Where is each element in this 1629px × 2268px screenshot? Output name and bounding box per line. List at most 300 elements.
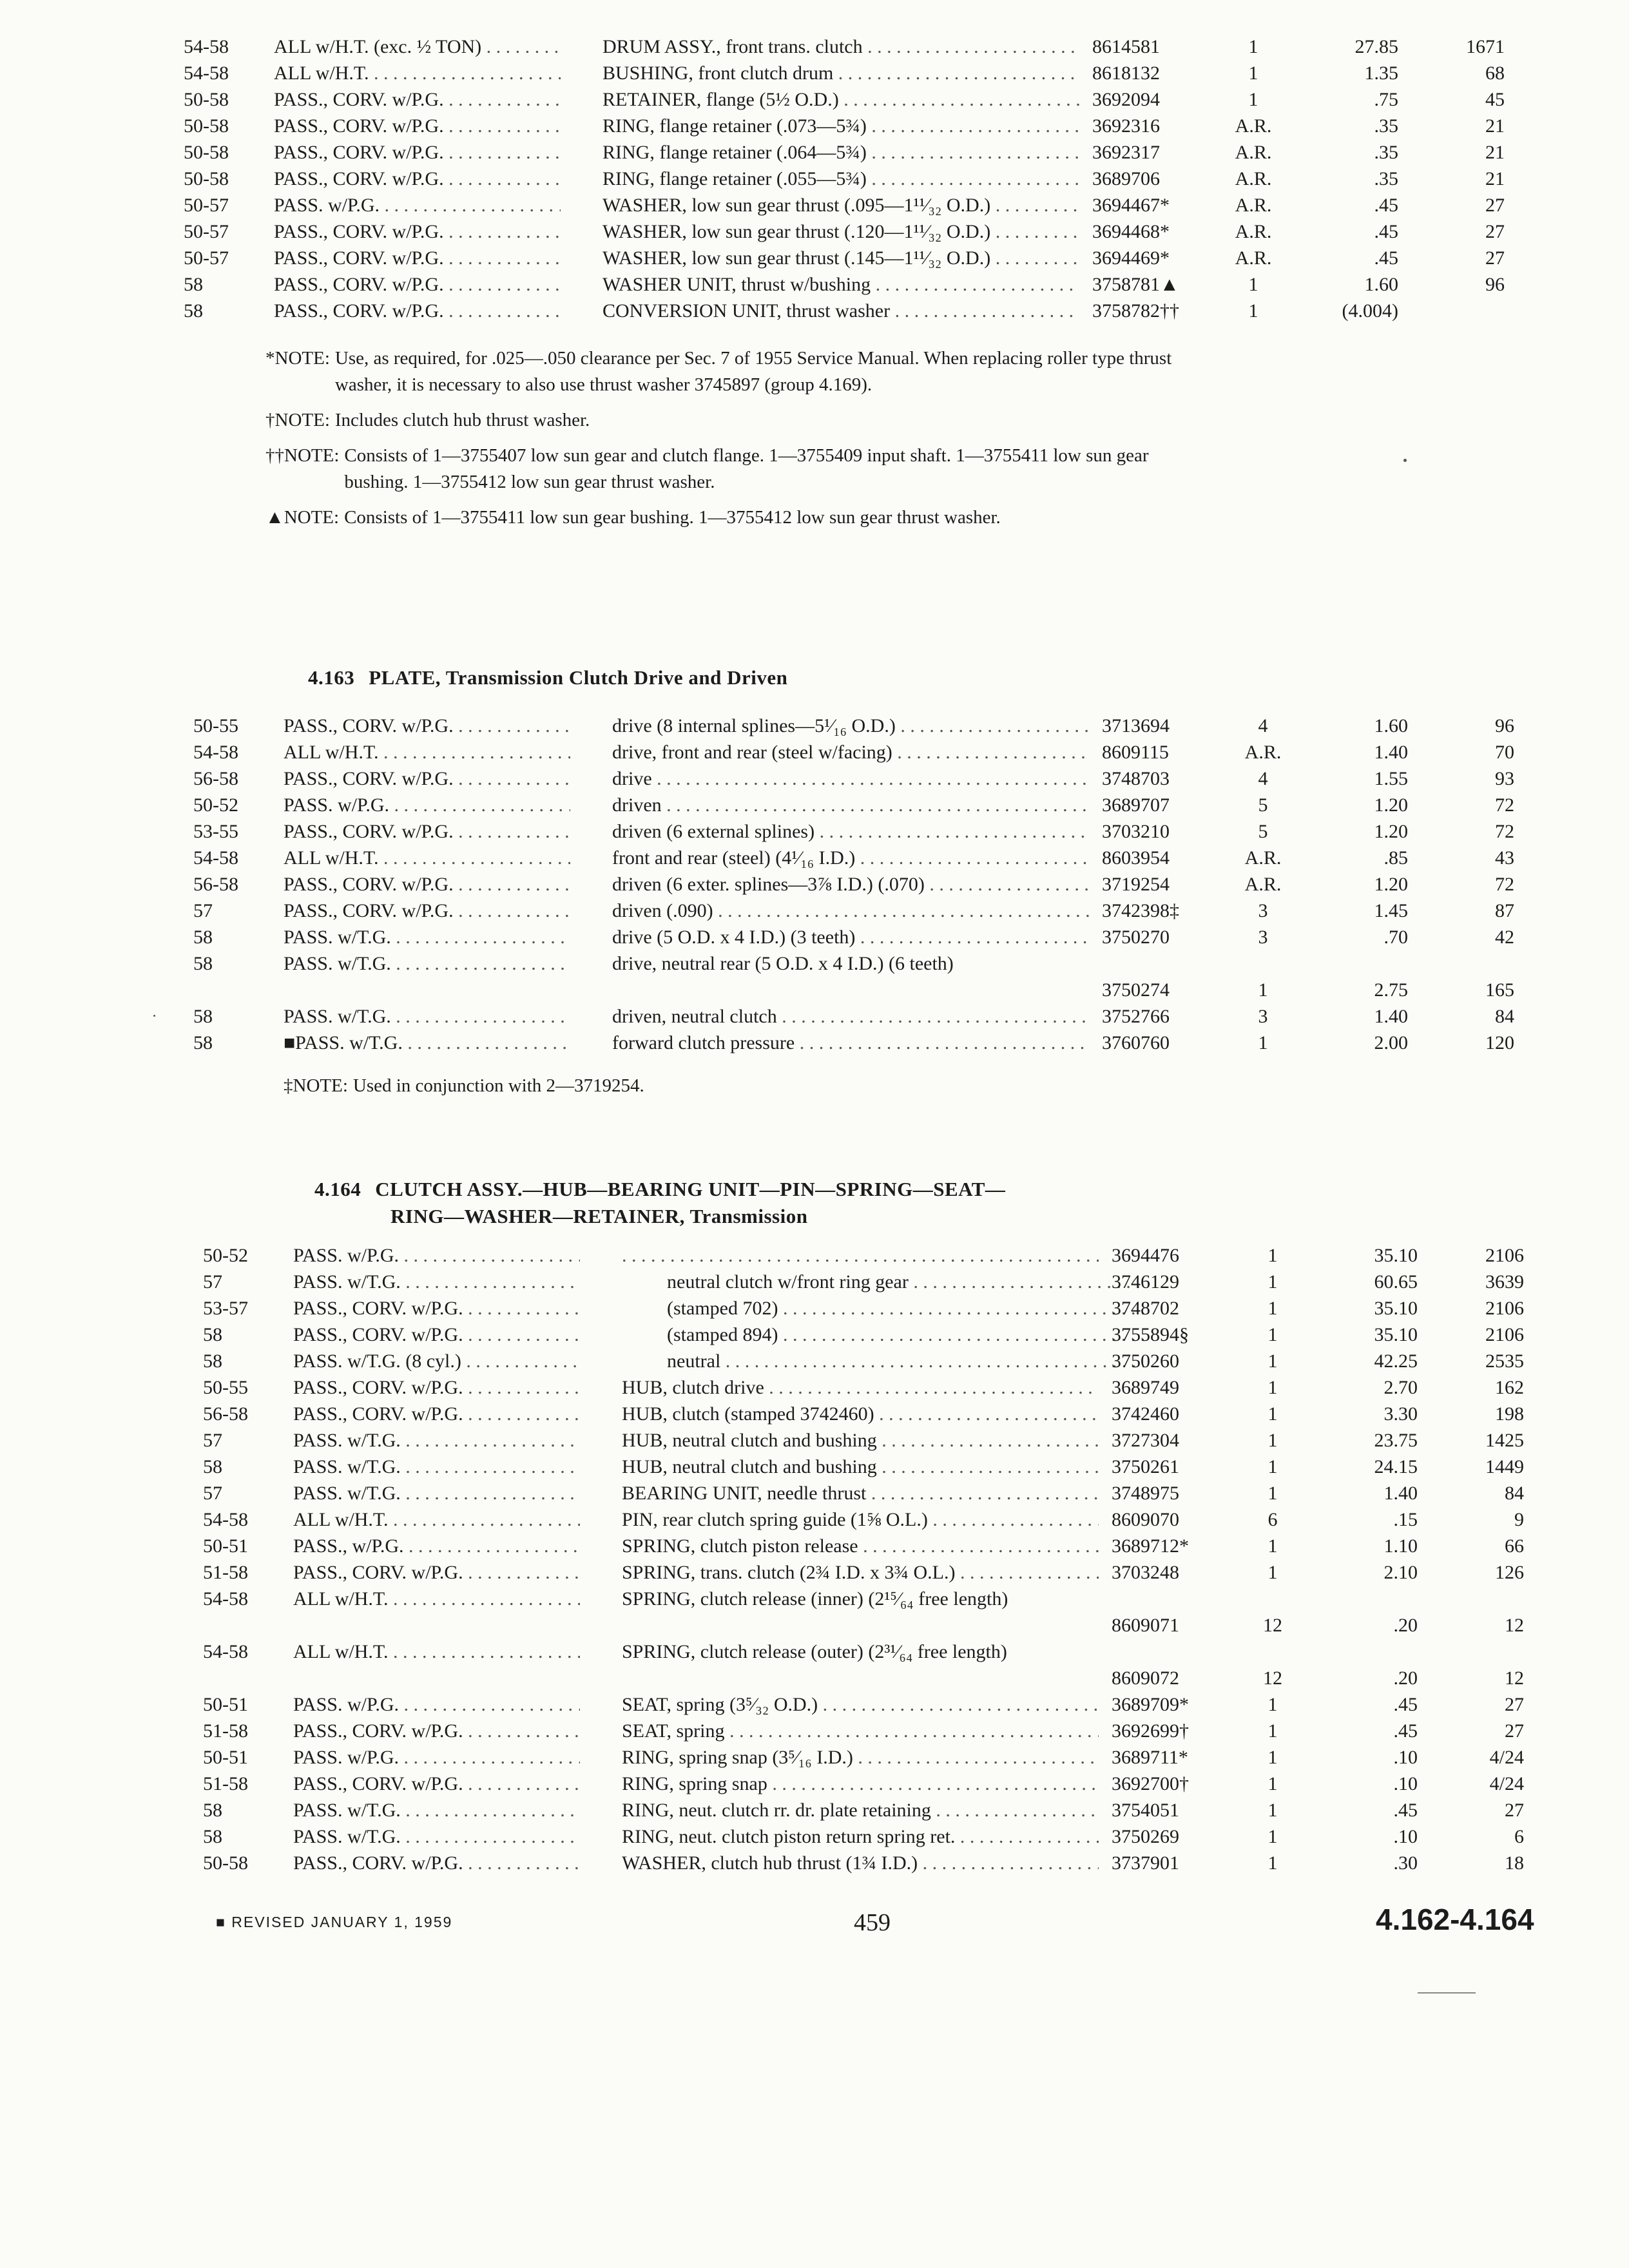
- part-number: 3694468*: [1092, 221, 1170, 242]
- year-range: 58: [184, 274, 203, 295]
- application: PASS., CORV. w/P.G. . . .: [274, 271, 561, 298]
- shipping-weight: 72: [1495, 821, 1514, 842]
- part-number: 8603954: [1102, 847, 1170, 869]
- part-number: 3748702: [1112, 1298, 1179, 1319]
- shipping-weight: 84: [1495, 1006, 1514, 1027]
- part-number: 3758782††: [1092, 300, 1179, 322]
- quantity: A.R.: [1235, 195, 1272, 216]
- year-range: 56-58: [203, 1403, 248, 1425]
- list-price: 1.40: [1383, 1483, 1418, 1504]
- quantity: A.R.: [1235, 142, 1272, 163]
- table-row: [203, 1348, 1629, 1374]
- table-row: [193, 713, 1629, 739]
- part-description: DRUM ASSY., front trans. clutch . . .: [602, 34, 1079, 60]
- year-range: 51-58: [203, 1562, 248, 1583]
- part-description: HUB, clutch (stamped 3742460) . . .: [622, 1401, 1099, 1427]
- footnote-marker: ††NOTE:: [265, 445, 340, 466]
- list-price: .10: [1393, 1747, 1418, 1768]
- year-range: 51-58: [203, 1720, 248, 1742]
- application: PASS. w/T.G. . . .: [293, 1823, 580, 1850]
- part-description: HUB, neutral clutch and bushing . . .: [622, 1454, 1099, 1480]
- quantity: 1: [1268, 1535, 1278, 1557]
- parts-table-4-163: [193, 713, 1629, 1056]
- quantity: 1: [1258, 1032, 1268, 1053]
- quantity: 1: [1268, 1826, 1278, 1847]
- section-number: 4.163: [308, 666, 355, 689]
- quantity: 1: [1248, 36, 1258, 57]
- shipping-weight: 18: [1505, 1852, 1524, 1874]
- year-range: 54-58: [193, 847, 238, 869]
- list-price: 1.45: [1374, 900, 1408, 921]
- part-number: 3703248: [1112, 1562, 1179, 1583]
- year-range: 58: [193, 1006, 213, 1027]
- part-number: 3760760: [1102, 1032, 1170, 1053]
- shipping-weight: 21: [1485, 168, 1505, 189]
- application: PASS. w/T.G. . . .: [284, 924, 570, 950]
- part-number: 8609072: [1112, 1667, 1179, 1689]
- shipping-weight: 120: [1485, 1032, 1514, 1053]
- shipping-weight: 165: [1485, 979, 1514, 1001]
- quantity: 1: [1248, 89, 1258, 110]
- application: PASS., CORV. w/P.G. . . .: [284, 818, 570, 845]
- quantity: 1: [1268, 1773, 1278, 1794]
- list-price: 1.35: [1364, 62, 1398, 84]
- application: ALL w/H.T. . . .: [284, 845, 570, 871]
- footnote: [284, 1073, 1057, 1099]
- list-price: .30: [1393, 1852, 1418, 1874]
- shipping-weight: 4/24: [1489, 1747, 1524, 1768]
- part-description: RING, flange retainer (.055—5¾) . . .: [602, 166, 1079, 192]
- part-description: (stamped 702) . . .: [622, 1295, 1144, 1321]
- shipping-weight: 12: [1505, 1615, 1524, 1636]
- list-price: 24.15: [1374, 1456, 1418, 1477]
- shipping-weight: 96: [1485, 274, 1505, 295]
- quantity: 1: [1268, 1403, 1278, 1425]
- list-price: .45: [1374, 195, 1398, 216]
- part-number: 8609115: [1102, 742, 1169, 763]
- list-price: .45: [1374, 221, 1398, 242]
- application: ALL w/H.T. . . .: [274, 60, 561, 86]
- part-description: BUSHING, front clutch drum . . .: [602, 60, 1079, 86]
- application: PASS., CORV. w/P.G. . . .: [274, 86, 561, 113]
- shipping-weight: 12: [1505, 1667, 1524, 1689]
- part-description: front and rear (steel) (4¹⁄₁₆ I.D.) . . .: [612, 845, 1089, 871]
- part-description: RING, spring snap (3⁵⁄₁₆ I.D.) . . .: [622, 1744, 1099, 1771]
- quantity: 6: [1268, 1509, 1278, 1530]
- application: PASS., CORV. w/P.G. . . .: [284, 765, 570, 792]
- list-price: .45: [1393, 1720, 1418, 1742]
- table-row: [193, 924, 1629, 950]
- quantity: 1: [1258, 979, 1268, 1001]
- footnote-text: Use, as required, for .025—.050 clearance per Sec. 7 of 1955 Service Manual. When replacing roller type thrust washer, it is necessary to also use thrust washer 3745897 (group 4.169).: [334, 348, 1172, 395]
- year-range: 53-57: [203, 1298, 248, 1319]
- list-price: .85: [1383, 847, 1408, 869]
- table-row: [203, 1823, 1629, 1850]
- shipping-weight: 27: [1485, 195, 1505, 216]
- list-price: 23.75: [1374, 1430, 1418, 1451]
- section-title-line1: CLUTCH ASSY.—HUB—BEARING UNIT—PIN—SPRING—SEAT—: [375, 1178, 1006, 1200]
- table-row: [193, 845, 1629, 871]
- quantity: 5: [1258, 794, 1268, 816]
- application: PASS., CORV. w/P.G. . . .: [274, 218, 561, 245]
- year-range: 54-58: [184, 36, 229, 57]
- application: PASS. w/P.G. . . .: [293, 1242, 580, 1269]
- section-title-line2: RING—WASHER—RETAINER, Transmission: [390, 1205, 808, 1227]
- part-number: 8609071: [1112, 1615, 1179, 1636]
- list-price: 35.10: [1374, 1324, 1418, 1345]
- application: PASS. w/T.G. . . .: [293, 1797, 580, 1823]
- quantity: A.R.: [1235, 168, 1272, 189]
- quantity: 1: [1268, 1694, 1278, 1715]
- list-price: 35.10: [1374, 1245, 1418, 1266]
- quantity: 1: [1268, 1350, 1278, 1372]
- quantity: 1: [1248, 274, 1258, 295]
- shipping-weight: 84: [1505, 1483, 1524, 1504]
- list-price: 1.20: [1374, 874, 1408, 895]
- table-row: [203, 1374, 1629, 1401]
- part-description: HUB, neutral clutch and bushing . . .: [622, 1427, 1099, 1454]
- shipping-weight: 21: [1485, 142, 1505, 163]
- application: PASS. w/P.G. . . .: [293, 1744, 580, 1771]
- quantity: A.R.: [1235, 247, 1272, 269]
- quantity: 1: [1268, 1271, 1278, 1293]
- table-row: [203, 1559, 1629, 1586]
- quantity: 3: [1258, 900, 1268, 921]
- table-row: [203, 1506, 1629, 1533]
- part-description: driven . . .: [612, 792, 1089, 818]
- list-price: .75: [1374, 89, 1398, 110]
- shipping-weight: 72: [1495, 794, 1514, 816]
- year-range: 50-57: [184, 195, 229, 216]
- application: ALL w/H.T. . . .: [293, 1586, 580, 1612]
- year-range: 50-57: [184, 221, 229, 242]
- quantity: 4: [1258, 715, 1268, 736]
- part-description: driven, neutral clutch . . .: [612, 1003, 1089, 1030]
- section-number: 4.164: [314, 1178, 361, 1200]
- quantity: A.R.: [1235, 115, 1272, 137]
- application: PASS., CORV. w/P.G. . . .: [274, 166, 561, 192]
- list-price: .35: [1374, 115, 1398, 137]
- year-range: 58: [184, 300, 203, 322]
- list-price: 1.40: [1374, 742, 1408, 763]
- part-description: neutral clutch w/front ring gear . . .: [622, 1269, 1144, 1295]
- year-range: 50-58: [203, 1852, 248, 1874]
- shipping-weight: 96: [1495, 715, 1514, 736]
- shipping-weight: 27: [1485, 221, 1505, 242]
- list-price: 2.00: [1374, 1032, 1408, 1053]
- table-row: [203, 1401, 1629, 1427]
- quantity: 1: [1268, 1800, 1278, 1821]
- shipping-weight: 198: [1495, 1403, 1524, 1425]
- footnote-text: Consists of 1—3755407 low sun gear and clutch flange. 1—3755409 input shaft. 1—3755411 low sun gear bushing. 1—3755412 low sun gear thrust washer.: [344, 445, 1149, 492]
- shipping-weight: 27: [1505, 1720, 1524, 1742]
- shipping-weight: 162: [1495, 1377, 1524, 1398]
- shipping-weight: 126: [1495, 1562, 1524, 1583]
- shipping-weight: 68: [1485, 62, 1505, 84]
- table-row: [203, 1295, 1629, 1321]
- application: PASS. w/T.G. . . .: [293, 1427, 580, 1454]
- table-row: [203, 1242, 1629, 1269]
- part-description: WASHER UNIT, thrust w/bushing . . .: [602, 271, 1079, 298]
- part-number: 3692317: [1092, 142, 1160, 163]
- part-description: driven (.090) . . .: [612, 898, 1089, 924]
- list-price: .35: [1374, 142, 1398, 163]
- footnote-marker: †NOTE:: [265, 410, 330, 430]
- application: PASS. w/T.G. . . .: [284, 1003, 570, 1030]
- part-number: 8614581: [1092, 36, 1160, 57]
- table-row: [203, 1533, 1629, 1559]
- section-heading-4-163: [308, 664, 787, 691]
- table-row: [203, 1771, 1629, 1797]
- shipping-weight: 1449: [1485, 1456, 1524, 1477]
- application: PASS. w/T.G. . . .: [284, 950, 570, 977]
- part-description: WASHER, low sun gear thrust (.095—1¹¹⁄₃₂ O.D.) . . .: [602, 192, 1079, 218]
- quantity: 12: [1263, 1667, 1282, 1689]
- application: PASS., CORV. w/P.G. . . .: [284, 898, 570, 924]
- table-row: [184, 218, 1629, 245]
- year-range: 56-58: [193, 768, 238, 789]
- list-price: 2.70: [1383, 1377, 1418, 1398]
- part-number: 3713694: [1102, 715, 1170, 736]
- part-number: 3754051: [1112, 1800, 1179, 1821]
- list-price: 1.55: [1374, 768, 1408, 789]
- part-number: 3758781▲: [1092, 274, 1179, 295]
- section-heading-4-164: [314, 1176, 1005, 1230]
- year-range: 54-58: [203, 1588, 248, 1610]
- part-description: RING, spring snap . . .: [622, 1771, 1099, 1797]
- shipping-weight: 27: [1485, 247, 1505, 269]
- table-row: [184, 86, 1629, 113]
- list-price: .45: [1374, 247, 1398, 269]
- list-price: 1.60: [1364, 274, 1398, 295]
- part-number: 3750261: [1112, 1456, 1179, 1477]
- part-number: 3694467*: [1092, 195, 1170, 216]
- part-description: driven (6 exter. splines—3⅞ I.D.) (.070) . . .: [612, 871, 1089, 898]
- part-number: 3689749: [1112, 1377, 1179, 1398]
- group-range: 4.162-4.164: [1376, 1903, 1534, 1936]
- part-description: RING, flange retainer (.064—5¾) . . .: [602, 139, 1079, 166]
- footnote: [265, 505, 1181, 531]
- part-number: 3692316: [1092, 115, 1160, 137]
- table-row: [203, 1586, 1629, 1639]
- page-number: 459: [854, 1909, 891, 1936]
- scan-speck: [1403, 459, 1407, 462]
- part-number: 3752766: [1102, 1006, 1170, 1027]
- part-description: drive (8 internal splines—5¹⁄₁₆ O.D.) . . .: [612, 713, 1089, 739]
- list-price: 2.75: [1374, 979, 1408, 1001]
- year-range: 50-55: [203, 1377, 248, 1398]
- table-row: [184, 298, 1629, 324]
- part-number: 3692094: [1092, 89, 1160, 110]
- shipping-weight: 93: [1495, 768, 1514, 789]
- part-description: drive, front and rear (steel w/facing) . . .: [612, 739, 1089, 765]
- list-price: .35: [1374, 168, 1398, 189]
- quantity: 1: [1268, 1747, 1278, 1768]
- application: PASS., CORV. w/P.G. . . .: [293, 1321, 580, 1348]
- part-number: 3750269: [1112, 1826, 1179, 1847]
- quantity: 1: [1268, 1456, 1278, 1477]
- application: ALL w/H.T. . . .: [284, 739, 570, 765]
- shipping-weight: 27: [1505, 1694, 1524, 1715]
- application: PASS., CORV. w/P.G. . . .: [293, 1401, 580, 1427]
- part-description: BEARING UNIT, needle thrust . . .: [622, 1480, 1099, 1506]
- part-number: 3689709*: [1112, 1694, 1189, 1715]
- year-range: 50-52: [203, 1245, 248, 1266]
- part-number: 3737901: [1112, 1852, 1179, 1874]
- table-row: [193, 792, 1629, 818]
- application: PASS., CORV. w/P.G. . . .: [274, 298, 561, 324]
- table-row: [203, 1427, 1629, 1454]
- revised-date: ■ REVISED JANUARY 1, 1959: [216, 1914, 453, 1930]
- year-range: 54-58: [193, 742, 238, 763]
- application: PASS., CORV. w/P.G. . . .: [293, 1771, 580, 1797]
- application: ALL w/H.T. . . .: [293, 1506, 580, 1533]
- list-price: 1.60: [1374, 715, 1408, 736]
- shipping-weight: 2106: [1485, 1298, 1524, 1319]
- footnote: [265, 345, 1181, 398]
- year-range: 58: [193, 927, 213, 948]
- footnote-text: Consists of 1—3755411 low sun gear bushing. 1—3755412 low sun gear thrust washer.: [344, 507, 1001, 528]
- footnote-marker: *NOTE:: [265, 348, 330, 369]
- section-title: PLATE, Transmission Clutch Drive and Driven: [369, 666, 788, 689]
- part-description: CONVERSION UNIT, thrust washer . . .: [602, 298, 1079, 324]
- list-price: 60.65: [1374, 1271, 1418, 1293]
- table-row: [193, 871, 1629, 898]
- year-range: 54-58: [184, 62, 229, 84]
- application: PASS., CORV. w/P.G. . . .: [293, 1850, 580, 1876]
- list-price: 1.20: [1374, 794, 1408, 816]
- shipping-weight: 70: [1495, 742, 1514, 763]
- part-description: WASHER, low sun gear thrust (.145—1¹¹⁄₃₂ O.D.) . . .: [602, 245, 1079, 271]
- shipping-weight: 3639: [1485, 1271, 1524, 1293]
- part-number: 3748703: [1102, 768, 1170, 789]
- list-price: 27.85: [1354, 36, 1398, 57]
- application: PASS., CORV. w/P.G. . . .: [293, 1718, 580, 1744]
- application: PASS. w/T.G. . . .: [293, 1269, 580, 1295]
- part-description: RETAINER, flange (5½ O.D.) . . .: [602, 86, 1079, 113]
- shipping-weight: 21: [1485, 115, 1505, 137]
- part-number: 3748975: [1112, 1483, 1179, 1504]
- quantity: 1: [1268, 1324, 1278, 1345]
- shipping-weight: 42: [1495, 927, 1514, 948]
- footnote-marker: ▲NOTE:: [265, 507, 340, 528]
- notes-4-163: [284, 1073, 1057, 1108]
- part-number: 3694469*: [1092, 247, 1170, 269]
- part-number: 3689712*: [1112, 1535, 1189, 1557]
- quantity: 1: [1268, 1562, 1278, 1583]
- quantity: 1: [1248, 300, 1258, 322]
- part-number: 3750274: [1102, 979, 1170, 1001]
- part-number: 3689711*: [1112, 1747, 1188, 1768]
- part-description: driven (6 external splines) . . .: [612, 818, 1089, 845]
- table-row: [203, 1269, 1629, 1295]
- quantity: 3: [1258, 1006, 1268, 1027]
- year-range: 58: [203, 1826, 222, 1847]
- part-description: RING, neut. clutch piston return spring ret. . . .: [622, 1823, 1099, 1850]
- table-row: [203, 1797, 1629, 1823]
- table-row: [184, 34, 1629, 60]
- shipping-weight: 72: [1495, 874, 1514, 895]
- table-row: [184, 245, 1629, 271]
- year-range: 50-51: [203, 1747, 248, 1768]
- application: ALL w/H.T. . . .: [293, 1639, 580, 1665]
- parts-table-4-164: [203, 1242, 1629, 1876]
- footnote: [265, 407, 1181, 434]
- list-price: .10: [1393, 1773, 1418, 1794]
- part-description: SEAT, spring (3⁵⁄₃₂ O.D.) . . .: [622, 1691, 1099, 1718]
- table-row: [184, 113, 1629, 139]
- year-range: 53-55: [193, 821, 238, 842]
- list-price: .20: [1393, 1667, 1418, 1689]
- footnote-text: Used in conjunction with 2—3719254.: [352, 1075, 644, 1096]
- year-range: 51-58: [203, 1773, 248, 1794]
- application: PASS., CORV. w/P.G. . . .: [284, 713, 570, 739]
- year-range: 57: [203, 1483, 222, 1504]
- quantity: 1: [1268, 1720, 1278, 1742]
- shipping-weight: 2535: [1485, 1350, 1524, 1372]
- shipping-weight: 66: [1505, 1535, 1524, 1557]
- list-price: .45: [1393, 1694, 1418, 1715]
- list-price: 1.20: [1374, 821, 1408, 842]
- year-range: 50-58: [184, 142, 229, 163]
- list-price: .20: [1393, 1615, 1418, 1636]
- list-price: (4.004): [1342, 300, 1398, 322]
- part-number: 3719254: [1102, 874, 1170, 895]
- year-range: 50-51: [203, 1535, 248, 1557]
- table-row: [184, 192, 1629, 218]
- part-description: RING, flange retainer (.073—5¾) . . .: [602, 113, 1079, 139]
- year-range: 58: [203, 1800, 222, 1821]
- shipping-weight: 27: [1505, 1800, 1524, 1821]
- year-range: 58: [203, 1456, 222, 1477]
- quantity: 5: [1258, 821, 1268, 842]
- part-description: SPRING, clutch release (outer) (2³¹⁄₆₄ free length): [622, 1641, 1007, 1662]
- part-description: PIN, rear clutch spring guide (1⅝ O.L.) . . .: [622, 1506, 1099, 1533]
- quantity: 1: [1268, 1852, 1278, 1874]
- part-number: 3692699†: [1112, 1720, 1189, 1742]
- part-description: SEAT, spring . . .: [622, 1718, 1099, 1744]
- shipping-weight: 87: [1495, 900, 1514, 921]
- year-range: 58: [203, 1324, 222, 1345]
- application: PASS. w/P.G. . . .: [293, 1691, 580, 1718]
- part-description: drive, neutral rear (5 O.D. x 4 I.D.) (6 teeth): [612, 953, 954, 974]
- table-row: [193, 1003, 1629, 1030]
- part-description: forward clutch pressure . . .: [612, 1030, 1089, 1056]
- part-description: HUB, clutch drive . . .: [622, 1374, 1099, 1401]
- list-price: 2.10: [1383, 1562, 1418, 1583]
- part-description: WASHER, low sun gear thrust (.120—1¹¹⁄₃₂ O.D.) . . .: [602, 218, 1079, 245]
- list-price: 1.10: [1383, 1535, 1418, 1557]
- footnote-marker: ‡NOTE:: [284, 1075, 348, 1096]
- application: PASS. w/P.G. . . .: [284, 792, 570, 818]
- part-description: drive . . .: [612, 765, 1089, 792]
- list-price: .45: [1393, 1800, 1418, 1821]
- year-range: 54-58: [203, 1509, 248, 1530]
- list-price: .15: [1393, 1509, 1418, 1530]
- list-price: 42.25: [1374, 1350, 1418, 1372]
- list-price: 1.40: [1374, 1006, 1408, 1027]
- year-range: 50-58: [184, 115, 229, 137]
- part-number: 3727304: [1112, 1430, 1179, 1451]
- shipping-weight: 4/24: [1489, 1773, 1524, 1794]
- shipping-weight: 1671: [1466, 36, 1505, 57]
- part-number: 8609070: [1112, 1509, 1179, 1530]
- application: PASS. w/T.G. . . .: [293, 1480, 580, 1506]
- shipping-weight: 2106: [1485, 1324, 1524, 1345]
- table-row: [193, 898, 1629, 924]
- shipping-weight: 6: [1514, 1826, 1524, 1847]
- table-row: [203, 1454, 1629, 1480]
